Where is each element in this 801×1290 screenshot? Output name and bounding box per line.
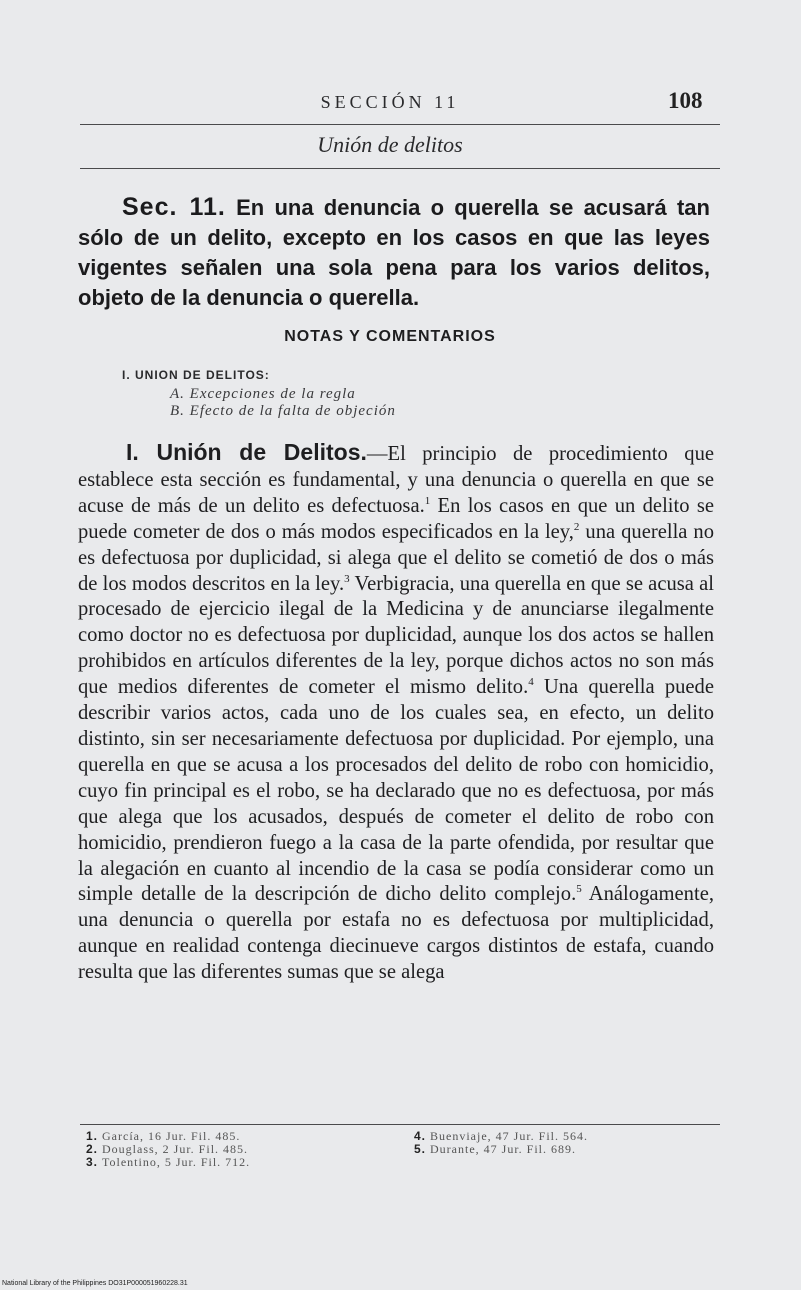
commentary-text-4: Verbigracia, una querella en que se acusa al procesado de ejercicio ilegal de la Medicina y de anunciarse ilegalmente como doctor no es defectuosa por duplicidad, aunque los dos actos se hallen prohibidos en artículos diferentes de la ley, porque dichos actos no son más que medios diferentes de cometer el mismo delito.: [78, 572, 714, 699]
scan-credit: National Library of the Philippines DO31P000051960228.31: [2, 1280, 188, 1287]
header-rule-top: [80, 124, 720, 125]
footnote-number: 1.: [86, 1129, 99, 1143]
outline-item-a: A. Excepciones de la regla: [170, 386, 356, 402]
footnote-text: Durante, 47 Jur. Fil. 689.: [430, 1142, 577, 1156]
footnotes-left: [86, 1130, 250, 1169]
footnote: [414, 1143, 588, 1156]
footnote-ref-1: 1: [424, 494, 431, 507]
commentary-paragraph: [78, 440, 714, 986]
commentary-heading: I. Unión de Delitos.: [126, 439, 367, 465]
footnote-ref-3: 3: [344, 572, 350, 585]
commentary-text-5: Una querella puede describir varios actos, cada uno de los cuales sea, en efecto, un delito distinto, sin ser necesariamente defectuosa por duplicidad. Por ejemplo, una querella en que se acusa a los procesados del delito de robo con homicidio, cuyo fin principal es el robo, se ha declarado que no es defectuosa, por más que alega que los acusados, después de cometer el delito de robo con homicidio, prendieron fuego a la casa de la parte ofendida, por resultar que la alegación en cuanto al incendio de la casa se podía considerar como un simple detalle de la descripción de dicho delito complejo.: [78, 676, 714, 906]
header-rule-bottom: [80, 168, 720, 169]
commentary-text-1: —El principio de procedimiento que establece esta sección es fundamental, y una denuncia o querella en que se acuse de más de un delito es defectuosa.: [78, 443, 715, 517]
section-label: Sec. 11.: [122, 193, 226, 221]
footnote-text: Buenviaje, 47 Jur. Fil. 564.: [430, 1129, 589, 1143]
footnote-text: Douglass, 2 Jur. Fil. 485.: [102, 1142, 249, 1156]
footnote-number: 5.: [414, 1142, 427, 1156]
commentary-text-2: En los casos en que un delito se puede cometer de dos o más modos especificados en la ley,: [78, 494, 714, 543]
footnote-text: García, 16 Jur. Fil. 485.: [102, 1129, 241, 1143]
notes-title: NOTAS Y COMENTARIOS: [284, 328, 496, 345]
footnote-ref-2: 2: [573, 520, 580, 533]
outline-item-b: B. Efecto de la falta de objeción: [170, 403, 396, 419]
running-header-topic: Unión de delitos: [317, 132, 463, 157]
footnote-number: 2.: [86, 1142, 99, 1156]
section-provision: [78, 192, 710, 313]
outline-heading: I. UNION DE DELITOS:: [122, 368, 270, 382]
footnote-rule: [80, 1124, 720, 1125]
commentary-text-3: una querella no es defectuosa por duplicidad, si alega que el delito se cometió de dos o más de los modos descritos en la ley.: [78, 520, 715, 595]
footnote-ref-4: 4: [528, 676, 534, 689]
footnotes-right: [414, 1130, 588, 1156]
footnote: [86, 1156, 250, 1169]
commentary-text-6: Análogamente, una denuncia o querella por estafa no es defectuosa por multiplicidad, aunque en realidad contenga diecinueve cargos distintos de estafa, cuando resulta que las diferentes sumas que se alega: [78, 883, 714, 984]
footnote-number: 4.: [414, 1129, 427, 1143]
page-number: 108: [668, 88, 703, 113]
section-provision-text: En una denuncia o querella se acusará tan sólo de un delito, excepto en los casos en que las leyes vigentes señalen una sola pena para los varios delitos, objeto de la denuncia o querella.: [78, 195, 710, 310]
footnote-text: Tolentino, 5 Jur. Fil. 712.: [102, 1155, 251, 1169]
running-header-section: SECCIÓN 11: [320, 92, 460, 112]
footnote-number: 3.: [86, 1155, 99, 1169]
footnote-ref-5: 5: [576, 883, 582, 896]
